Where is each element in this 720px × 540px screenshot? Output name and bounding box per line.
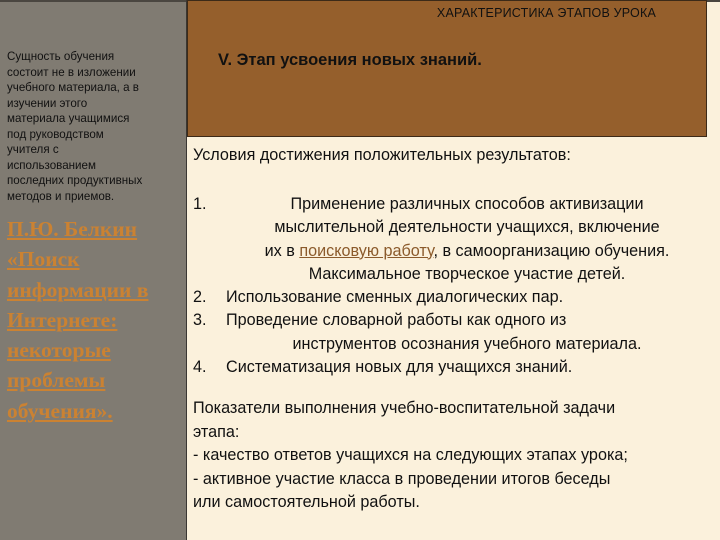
- list-item: [193, 309, 708, 356]
- citation-line: информации в: [7, 277, 149, 302]
- list-text: [226, 240, 708, 263]
- sidebar-line: изучении этого: [7, 96, 88, 110]
- sidebar-line: Сущность обучения: [7, 50, 115, 63]
- indicators-line: - качество ответов учащихся на следующих этапах урока;: [193, 446, 628, 465]
- list-text: Систематизация новых для учащихся знаний.: [226, 358, 573, 377]
- conditions-heading: Условия достижения положительных результатов:: [193, 146, 571, 164]
- citation-line: обучения».: [7, 398, 113, 423]
- list-text: мыслительной деятельности учащихся, включение: [274, 218, 660, 237]
- sidebar-line: учебного материала, а в: [7, 81, 139, 94]
- sidebar-line: состоит не в изложении: [7, 65, 136, 79]
- citation-line: Интернете:: [7, 307, 118, 332]
- sidebar-line: под руководством: [7, 127, 104, 141]
- sidebar-description: [7, 49, 187, 204]
- list-item: [193, 193, 708, 286]
- list-text: Максимальное творческое участие детей.: [308, 264, 626, 283]
- header-panel: [187, 0, 707, 137]
- list-number: 1.: [193, 195, 207, 213]
- list-text: инструментов осознания учебного материала.: [292, 334, 642, 353]
- indicators-block: [193, 397, 718, 515]
- stage-title: V. Этап усвоения новых знаний.: [218, 51, 482, 69]
- list-text-prefix: их в: [264, 241, 300, 260]
- indicators-line: или самостоятельной работы.: [193, 493, 420, 512]
- page-title: ХАРАКТЕРИСТИКА ЭТАПОВ УРОКА: [436, 6, 656, 20]
- search-work-link[interactable]: поисковую работу: [299, 241, 434, 260]
- list-text-suffix: , в самоорганизацию обучения.: [433, 241, 670, 260]
- indicators-line: - активное участие класса в проведении итогов беседы: [193, 469, 611, 488]
- citation-line: П.Ю. Белкин: [7, 217, 138, 241]
- citation-line: «Поиск: [7, 247, 80, 272]
- source-citation-link[interactable]: [7, 214, 185, 426]
- citation-line: проблемы: [7, 368, 106, 393]
- list-text: Использование сменных диалогических пар.: [226, 288, 564, 307]
- list-number: 2.: [193, 288, 207, 307]
- sidebar-line: последних продуктивных: [7, 174, 143, 187]
- indicators-line: Показатели выполнения учебно-воспитательной задачи: [193, 399, 616, 417]
- list-number: 3.: [193, 311, 207, 330]
- list-text: Проведение словарной работы как одного из: [226, 311, 567, 330]
- citation-line: некоторые: [7, 338, 111, 363]
- sidebar-line: материала учащимися: [7, 112, 130, 125]
- sidebar-line: учителя с: [7, 143, 59, 156]
- list-text: Применение различных способов активизации: [290, 195, 644, 213]
- list-item: [193, 286, 708, 309]
- left-sidebar: [0, 0, 187, 540]
- indicators-line: этапа:: [193, 422, 240, 441]
- conditions-list: [193, 193, 708, 379]
- list-number: 4.: [193, 358, 207, 377]
- list-item: [193, 356, 708, 379]
- sidebar-line: методов и приемов.: [7, 189, 115, 203]
- sidebar-line: использованием: [7, 158, 96, 172]
